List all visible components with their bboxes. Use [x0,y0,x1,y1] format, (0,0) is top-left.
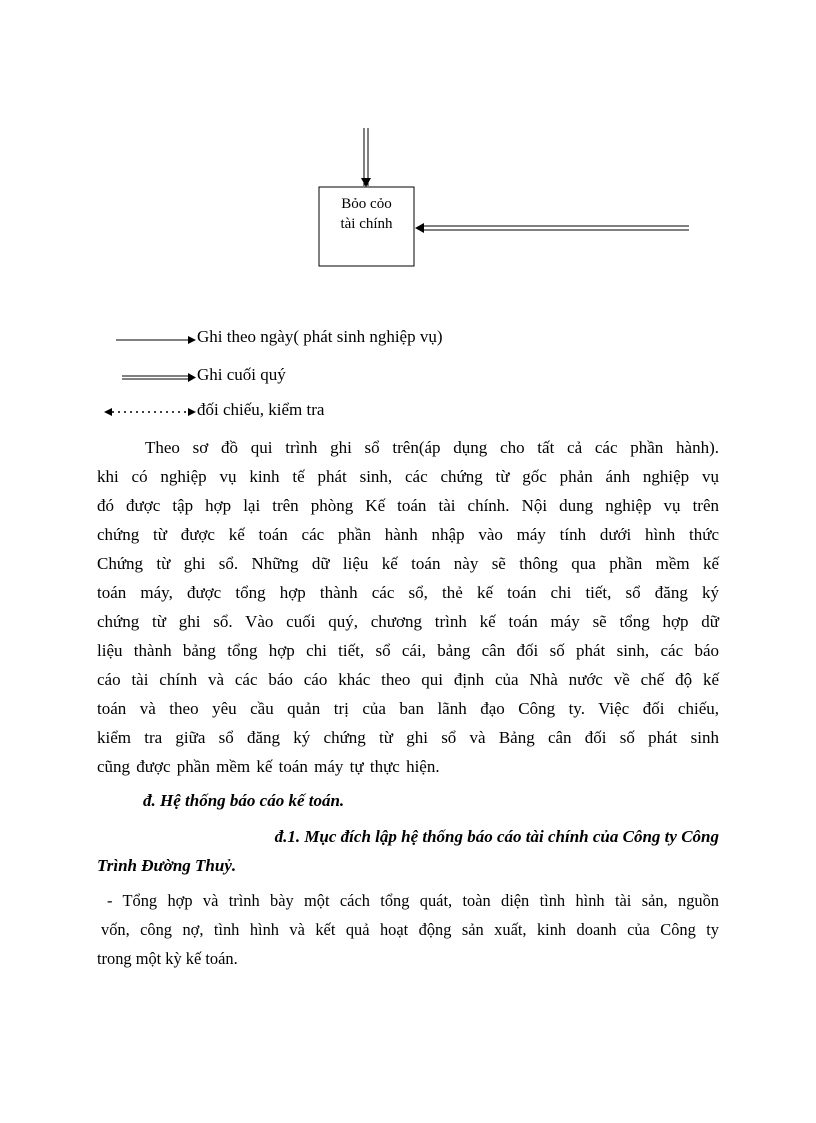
report-box-label [319,194,414,234]
paragraph-line: cũng được phần mềm kế toán máy tự thực hiện. [97,757,440,776]
arrow-left-head [415,223,424,233]
paragraph-line: Chứng từ ghi sổ. Những dữ liệu kế toán này sẽ thông qua phần mềm kế [97,554,719,573]
paragraph-line: đó được tập hợp lại trên phòng Kế toán tài chính. Nội dung nghiệp vụ trên [97,496,719,515]
paragraph-line: Theo sơ đồ qui trình ghi sổ trên(áp dụng cho tất cả các phần hành). [145,438,719,457]
paragraph-line: toán máy, được tổng hợp thành các sổ, thẻ kế toán chi tiết, sổ đăng ký [97,583,719,602]
paragraph-line: kiểm tra giữa sổ đăng ký chứng từ ghi sổ và Bảng cân đối số phát sinh [97,728,719,747]
legend-quarterly [0,363,816,387]
subsection-heading-line1: đ.1. Mục đích lập hệ thống báo cáo tài chính của Công ty Công [274,827,719,846]
subsection-heading [97,822,719,880]
legend-daily [0,325,816,349]
purpose-bullet [97,886,719,973]
legend-reconcile [0,398,816,422]
double-arrow-icon [100,363,200,387]
bullet-line: vốn, công nợ, tình hình và kết quả hoạt động sản xuất, kinh doanh của Công ty [101,920,719,939]
subsection-heading-line2: Trình Đường Thuỷ. [97,856,237,875]
process-paragraph [97,433,719,781]
arrow-down-head [361,178,371,187]
flow-diagram [0,0,816,300]
single-arrow-icon [100,325,200,349]
dotted-double-arrow-icon [100,398,200,422]
paragraph-line: cáo tài chính và các báo cáo khác theo qui định của Nhà nước về chế độ kế [97,670,719,689]
legend-daily-text: Ghi theo ngày( phát sinh nghiệp vụ) [197,327,443,346]
legend-quarterly-text: Ghi cuối quý [197,365,286,384]
bullet-line: - Tổng hợp và trình bày một cách tổng quát, toàn diện tình hình tài sản, nguồn [107,891,719,910]
legend-reconcile-text: đối chiếu, kiểm tra [197,400,325,419]
report-box-label-line1: Bỏo cỏo [341,196,392,212]
paragraph-line: chứng từ được kế toán các phần hành nhập vào máy tính dưới hình thức [97,525,719,544]
paragraph-line: toán và theo yêu cầu quản trị của ban lãnh đạo Công ty. Việc đối chiếu, [97,699,719,718]
paragraph-line: khi có nghiệp vụ kinh tế phát sinh, các chứng từ gốc phản ánh nghiệp vụ [97,467,719,486]
section-heading: đ. Hệ thống báo cáo kế toán. [143,791,345,810]
report-box-label-line2: tài chính [340,216,393,232]
bullet-line: trong một kỳ kế toán. [97,949,238,968]
paragraph-line: chứng từ ghi sổ. Vào cuối quý, chương trình kế toán máy sẽ tổng hợp dữ [97,612,719,631]
paragraph-line: liệu thành bảng tổng hợp chi tiết, sổ cái, bảng cân đối số phát sinh, các báo [97,641,719,660]
